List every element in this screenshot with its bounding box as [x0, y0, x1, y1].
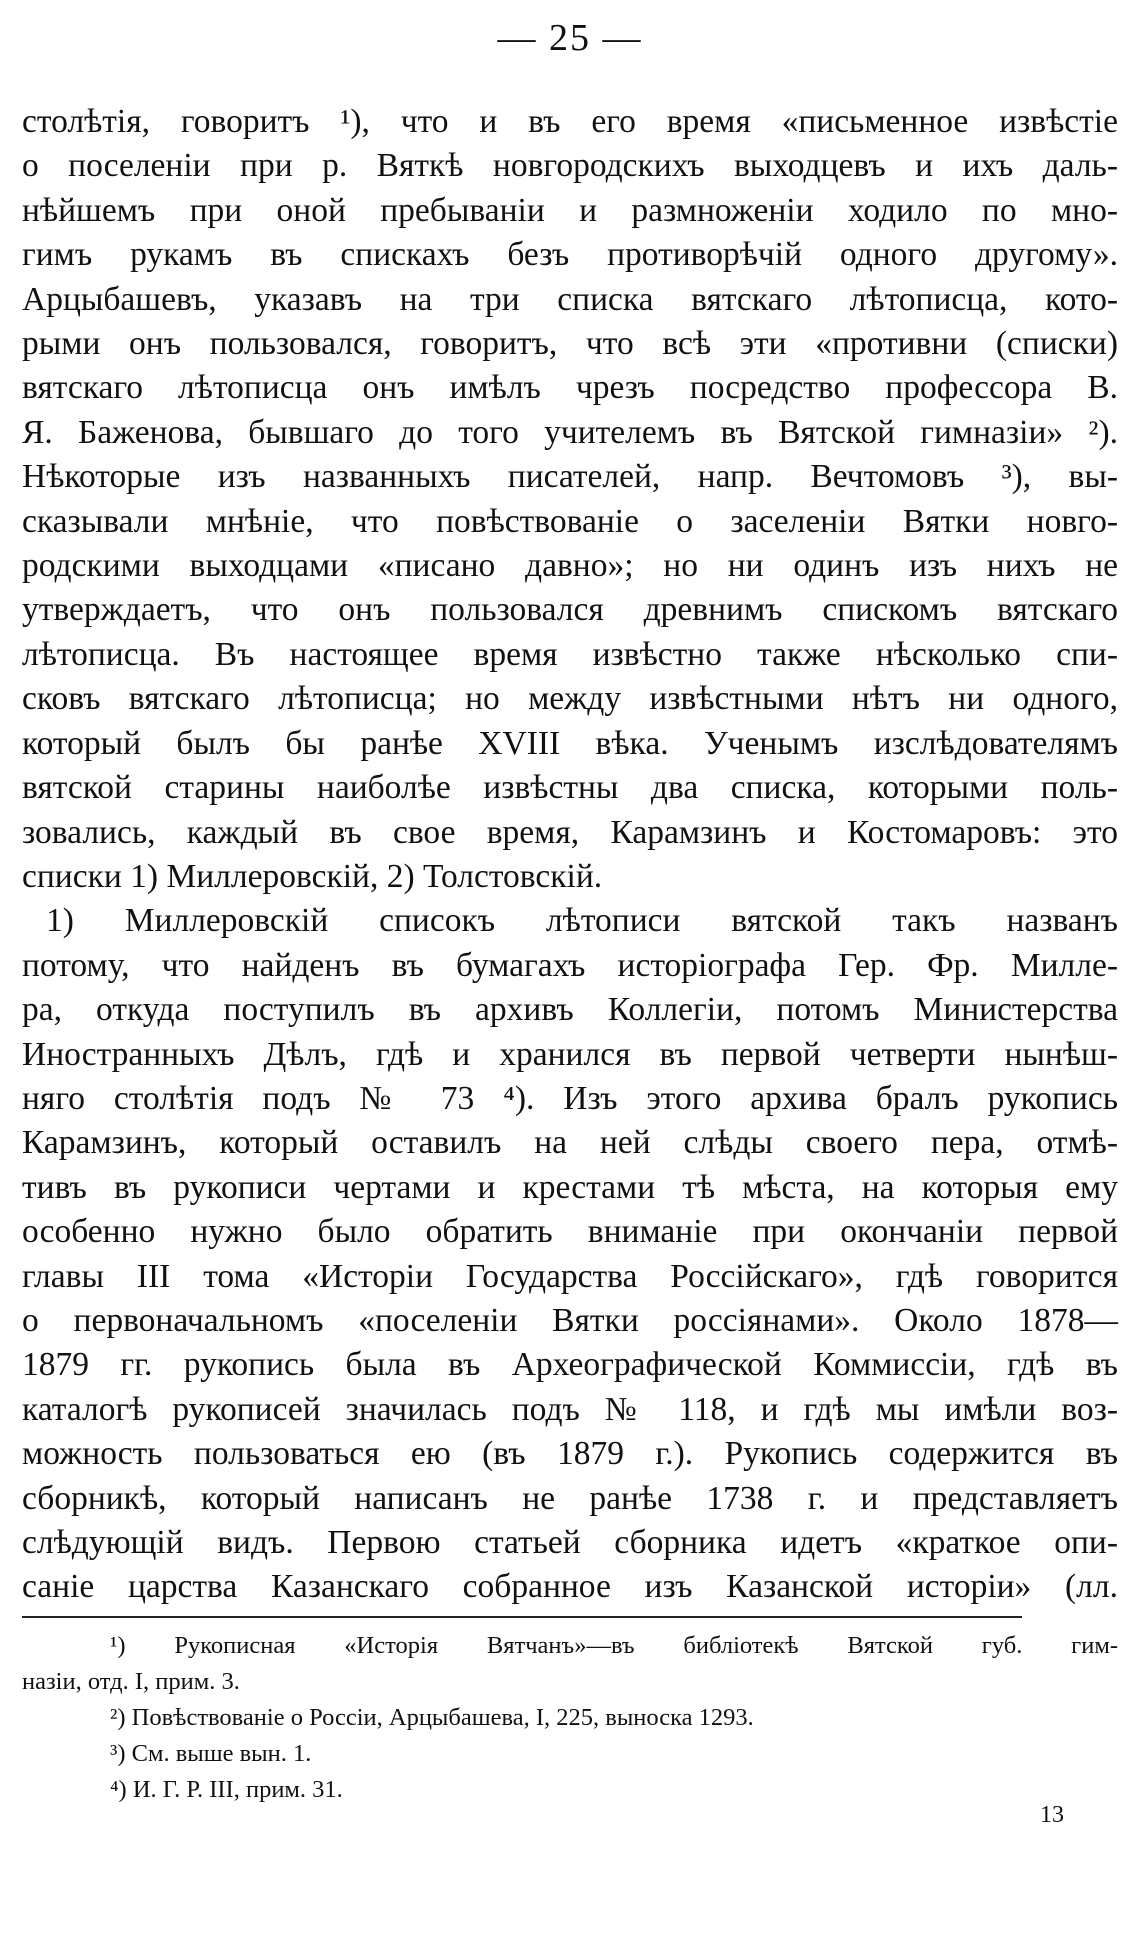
text-line: о поселеніи при р. Вяткѣ новгородскихъ выходцевъ и ихъ даль- [22, 147, 1118, 185]
body-text [22, 100, 1118, 1610]
text-line: особенно нужно было обратить вниманіе при окончаніи первой [22, 1213, 1118, 1251]
text-line: сковъ вятскаго лѣтописца; но между извѣстными нѣтъ ни одного, [22, 680, 1118, 718]
text-line: лѣтописца. Въ настоящее время извѣстно также нѣсколько спи- [22, 635, 1118, 673]
text-line: о первоначальномъ «поселеніи Вятки россіянами». Около 1878— [22, 1301, 1118, 1339]
text-line: тивъ въ рукописи чертами и крестами тѣ мѣста, на которыя ему [22, 1168, 1118, 1206]
text-line: 1879 гг. рукопись была въ Археографической Коммиссіи, гдѣ въ [22, 1346, 1118, 1384]
footnote-1-continuation: назіи, отд. I, прим. 3. [22, 1668, 240, 1695]
footnote-1: ¹) Рукописная «Исторія Вятчанъ»—въ библіотекѣ Вятской губ. гим- [110, 1632, 1118, 1659]
text-line: главы III тома «Исторіи Государства Россійскаго», гдѣ говорится [22, 1257, 1118, 1295]
text-line: который былъ бы ранѣе XVIII вѣка. Ученымъ изслѣдователямъ [22, 724, 1118, 762]
footnote-4: ⁴) И. Г. Р. III, прим. 31. [110, 1776, 343, 1803]
text-line: родскими выходцами «писано давно»; но ни одинъ изъ нихъ не [22, 547, 1118, 585]
footnote-3: ³) См. выше вын. 1. [110, 1740, 312, 1767]
text-line: гимъ рукамъ въ спискахъ безъ противорѣчій одного другому». [22, 236, 1118, 274]
text-line: каталогѣ рукописей значилась подъ № 118, и гдѣ мы имѣли воз- [22, 1390, 1118, 1428]
text-line: зовались, каждый въ свое время, Карамзинъ и Костомаровъ: это [22, 813, 1118, 851]
text-line: потому, что найденъ въ бумагахъ исторіографа Гер. Фр. Милле- [22, 946, 1118, 984]
text-line: вятскаго лѣтописца онъ имѣлъ чрезъ посредство профессора В. [22, 369, 1118, 407]
text-line: сборникѣ, который написанъ не ранѣе 1738 г. и представляетъ [22, 1479, 1118, 1517]
footnotes [22, 1628, 1118, 1808]
text-line: столѣтія, говоритъ ¹), что и въ его время «письменное извѣстіе [22, 103, 1118, 140]
text-line: Карамзинъ, который оставилъ на ней слѣды своего пера, отмѣ- [22, 1124, 1118, 1162]
text-line: слѣдующій видъ. Первою статьей сборника идетъ «краткое опи- [22, 1524, 1118, 1561]
text-line: нѣйшемъ при оной пребываніи и размноженіи ходило по мно- [22, 191, 1118, 229]
text-line: няго столѣтія подъ № 73 ⁴). Изъ этого архива бралъ рукопись [22, 1079, 1118, 1117]
footnote-rule [22, 1616, 1022, 1618]
text-line: вятской старины наиболѣе извѣстны два списка, которыми поль- [22, 769, 1118, 807]
text-line: списки 1) Миллеровскій, 2) Толстовскій. [22, 857, 603, 895]
page-number: — 25 — [497, 17, 643, 59]
paragraph-start-line: 1) Миллеровскій списокъ лѣтописи вятской такъ названъ [46, 902, 1118, 940]
text-line: Я. Баженова, бывшаго до того учителемъ въ Вятской гимназіи» ²). [22, 413, 1118, 451]
text-line: Иностранныхъ Дѣлъ, гдѣ и хранился въ первой четверти нынѣш- [22, 1035, 1118, 1073]
text-line: ра, откуда поступилъ въ архивъ Коллегіи, потомъ Министерства [22, 991, 1118, 1029]
text-line: сказывали мнѣніе, что повѣствованіе о заселеніи Вятки новго- [22, 502, 1118, 540]
text-line: Арцыбашевъ, указавъ на три списка вятскаго лѣтописца, кото- [22, 280, 1118, 318]
text-line: Нѣкоторые изъ названныхъ писателей, напр. Вечтомовъ ³), вы- [22, 458, 1118, 496]
text-line: можность пользоваться ею (въ 1879 г.). Рукопись содержится въ [22, 1435, 1118, 1473]
text-line: утверждаетъ, что онъ пользовался древнимъ спискомъ вятскаго [22, 591, 1118, 629]
text-line: рыми онъ пользовался, говоритъ, что всѣ эти «противни (списки) [22, 325, 1118, 363]
text-line: саніе царства Казанскаго собранное изъ Казанской исторіи» (лл. [22, 1568, 1118, 1606]
footnote-2: ²) Повѣствованіе о Россіи, Арцыбашева, I, 225, выноска 1293. [110, 1704, 754, 1731]
printers-signature: 13 [1040, 1802, 1064, 1828]
